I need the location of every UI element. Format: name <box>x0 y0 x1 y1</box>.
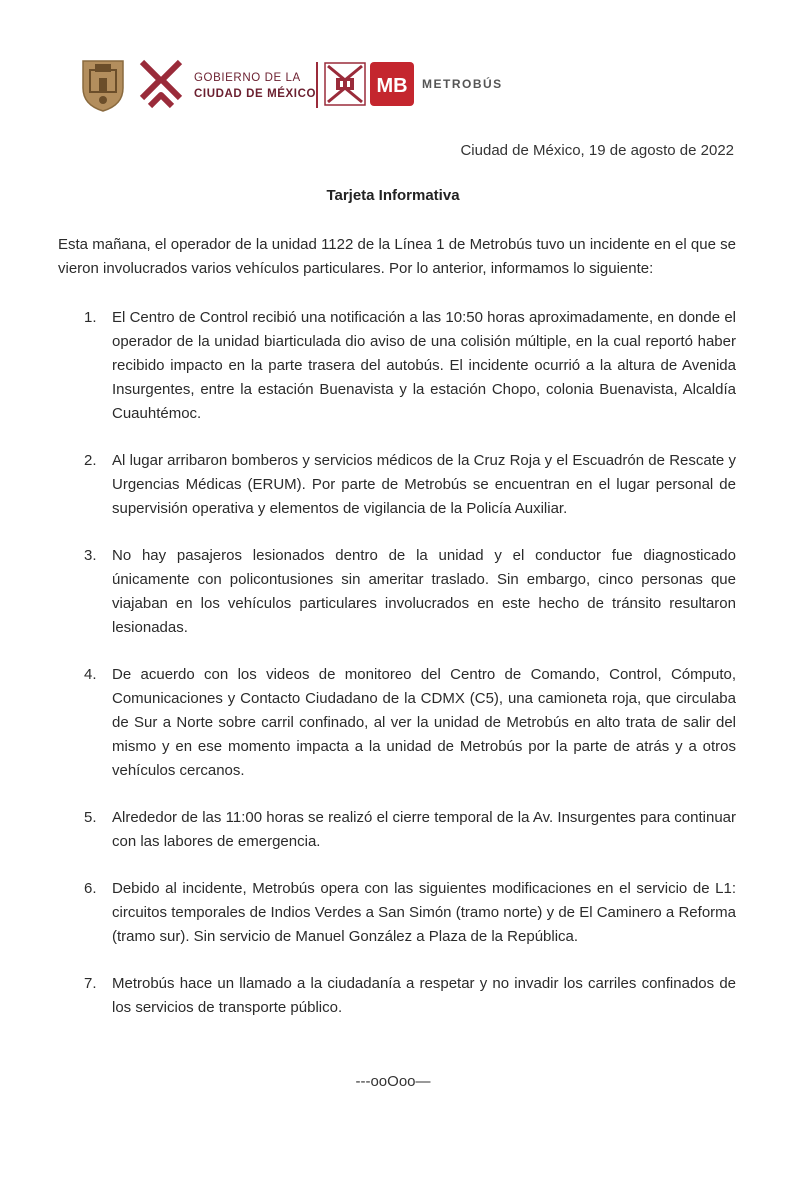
list-item-text: Debido al incidente, Metrobús opera con las siguientes modificaciones en el servicio de L1: circuitos temporales de Indios Verdes a San Simón (tramo norte) y de El Caminero a Reforma (tramo sur). Sin servicio de Manuel González a Plaza de la República. <box>112 880 736 945</box>
metrobus-wordmark: METROBÚS <box>422 77 503 91</box>
list-item <box>58 806 736 854</box>
header-divider <box>316 62 318 108</box>
document-title: Tarjeta Informativa <box>326 187 460 204</box>
gobierno-cdmx-wordmark <box>194 70 316 102</box>
list-item-number: 3. <box>84 547 97 564</box>
numbered-list <box>58 306 736 1043</box>
document-header <box>80 54 720 114</box>
list-item-text: De acuerdo con los videos de monitoreo del Centro de Comando, Control, Cómputo, Comunicaciones y Contacto Ciudadano de la CDMX (C5), una camioneta roja, que circulaba de Sur a Norte sobre carril confinado, al ver la unidad de Metrobús en alto trata de salir del mismo y en ese momento impacta a la unidad de Metrobús por la parte de atrás y a otros vehículos cercanos. <box>112 666 736 779</box>
closing-mark: ---ooOoo— <box>355 1073 431 1090</box>
list-item <box>58 877 736 949</box>
list-item-text: No hay pasajeros lesionados dentro de la unidad y el conductor fue diagnosticado únicamente con policontusiones sin ameritar traslado. Sin embargo, cinco personas que viajaban en los vehículos particulares involucrados en este hecho de tránsito resultaron lesionadas. <box>112 547 736 636</box>
gobierno-line-2: CIUDAD DE MÉXICO <box>194 88 317 100</box>
list-item-number: 5. <box>84 809 97 826</box>
metrobus-badge-logo <box>370 62 414 106</box>
cdmx-emblem-logo <box>136 54 186 114</box>
list-item-text: Metrobús hace un llamado a la ciudadanía a respetar y no invadir los carriles confinados de los servicios de transporte público. <box>112 975 736 1016</box>
list-item <box>58 306 736 426</box>
metro-station-icon <box>324 62 366 106</box>
list-item-number: 7. <box>84 975 97 992</box>
list-item-text: El Centro de Control recibió una notificación a las 10:50 horas aproximadamente, en donde el operador de la unidad biarticulada dio aviso de una colisión múltiple, en la cual reportó haber recibido impacto en la parte trasera del autobús. El incidente ocurrió a la altura de Avenida Insurgentes, entre la estación Buenavista y la estación Chopo, colonia Buenavista, Alcaldía Cuauhtémoc. <box>112 309 736 422</box>
list-item <box>58 449 736 521</box>
list-item <box>58 663 736 783</box>
list-item-text: Alrededor de las 11:00 horas se realizó el cierre temporal de la Av. Insurgentes para continuar con las labores de emergencia. <box>112 809 736 850</box>
document-date: Ciudad de México, 19 de agosto de 2022 <box>460 142 734 159</box>
list-item-number: 4. <box>84 666 97 683</box>
list-item <box>58 544 736 640</box>
coat-of-arms-logo <box>80 58 126 112</box>
intro-paragraph: Esta mañana, el operador de la unidad 1122 de la Línea 1 de Metrobús tuvo un incidente en el que se vieron involucrados varios vehículos particulares. Por lo anterior, informamos lo siguiente: <box>58 236 736 277</box>
list-item-number: 6. <box>84 880 97 897</box>
metrobus-badge-text: MB <box>376 75 408 97</box>
gobierno-line-1: GOBIERNO DE LA <box>194 72 301 84</box>
list-item <box>58 972 736 1020</box>
list-item-number: 2. <box>84 452 97 469</box>
list-item-number: 1. <box>84 309 97 326</box>
list-item-text: Al lugar arribaron bomberos y servicios médicos de la Cruz Roja y el Escuadrón de Rescate y Urgencias Médicas (ERUM). Por parte de Metrobús se encuentran en el lugar personal de supervisión operativa y elementos de vigilancia de la Policía Auxiliar. <box>112 452 736 517</box>
